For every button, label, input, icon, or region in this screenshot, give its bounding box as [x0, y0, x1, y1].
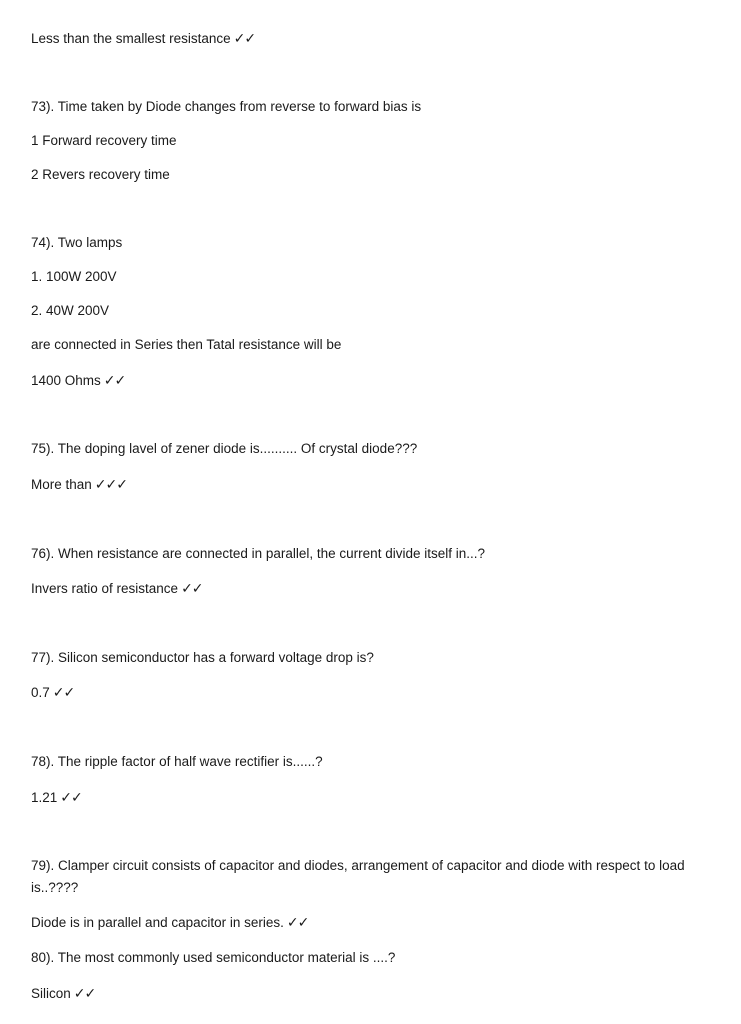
answer-text: Invers ratio of resistance: [31, 581, 179, 596]
answer-line: [31, 476, 127, 494]
checkmark-icon: ✓✓: [60, 790, 82, 806]
answer-line: [31, 580, 203, 598]
answer-text: 1400 Ohms: [31, 373, 101, 388]
answer-line: [31, 914, 308, 932]
answer-text: More than: [31, 477, 92, 492]
checkmark-icon: ✓✓: [103, 373, 126, 389]
answer-line: [31, 985, 95, 1003]
checkmark-icon: ✓✓: [181, 581, 203, 597]
text-line: are connected in Series then Tatal resistance will be: [31, 337, 342, 352]
answer-text: Silicon: [31, 986, 71, 1001]
question-78: 78). The ripple factor of half wave rectifier is......?: [31, 754, 323, 769]
question-75: 75). The doping lavel of zener diode is.......... Of crystal diode???: [31, 441, 418, 456]
checkmark-icon: ✓✓: [233, 31, 256, 47]
answer-line: [31, 30, 255, 48]
answer-line: [31, 789, 82, 807]
question-80: 80). The most commonly used semiconductor material is ....?: [31, 950, 396, 965]
checkmark-icon: ✓✓: [52, 685, 75, 701]
answer-text: 0.7: [31, 685, 50, 700]
question-77: 77). Silicon semiconductor has a forward voltage drop is?: [31, 650, 374, 665]
answer-line: [31, 372, 125, 390]
answer-text: Diode is in parallel and capacitor in series.: [31, 915, 284, 930]
option-line: 2 Revers recovery time: [31, 167, 170, 182]
text-line: 2. 40W 200V: [31, 303, 110, 318]
question-73: 73). Time taken by Diode changes from reverse to forward bias is: [31, 99, 422, 114]
text-line: 1. 100W 200V: [31, 269, 117, 284]
answer-text: Less than the smallest resistance: [31, 31, 231, 46]
answer-text: 1.21: [31, 790, 58, 805]
question-79: 79). Clamper circuit consists of capacitor and diodes, arrangement of capacitor and diode with respect to load is..????: [31, 858, 685, 895]
question-76: 76). When resistance are connected in parallel, the current divide itself in...?: [31, 546, 485, 561]
answer-line: [31, 684, 74, 702]
option-line: 1 Forward recovery time: [31, 133, 177, 148]
checkmark-icon: ✓✓: [286, 915, 309, 931]
checkmark-icon: ✓✓: [73, 986, 96, 1002]
checkmark-icon: ✓✓✓: [94, 477, 127, 493]
question-74: 74). Two lamps: [31, 235, 123, 250]
